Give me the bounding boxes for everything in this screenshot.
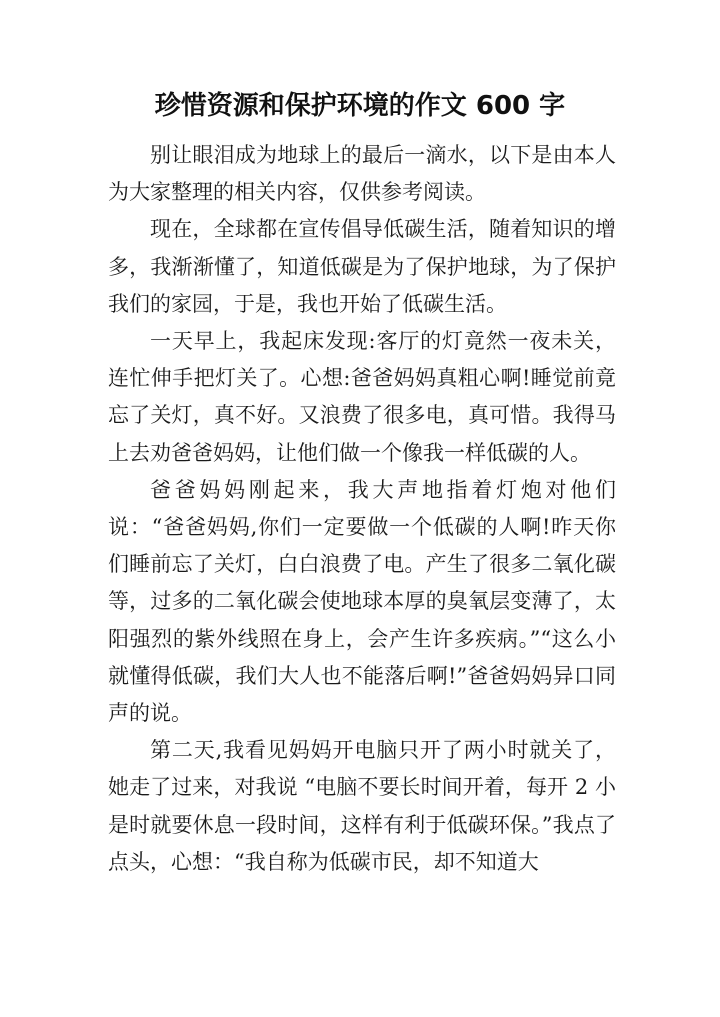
paragraph-talk-to-parents: 爸爸妈妈刚起来，我大声地指着灯炮对他们说：“爸爸妈妈,你们一定要做一个低碳的人啊!昨天你们睡前忘了关灯，白白浪费了电。产生了很多二氧化碳等，过多的二氧化碳会使地球本厚的臭氧层变薄了，太阳强烈的紫外线照在身上，会产生许多疾病。”“这么小就懂得低碳，我们大人也不能落后啊!”爸爸妈妈异口同声的说。 [108,477,616,726]
paragraph-intro: 别让眼泪成为地球上的最后一滴水，以下是由本人为大家整理的相关内容，仅供参考阅读。 [108,143,616,205]
paragraph-light-left-on: 一天早上，我起床发现:客厅的灯竟然一夜未关，连忙伸手把灯关了。心想:爸爸妈妈真粗心啊!睡觉前竟忘了关灯，真不好。又浪费了很多电，真可惜。我得马上去劝爸爸妈妈，让他们做一个像我一样低碳的人。 [108,329,616,465]
paragraph-low-carbon-life: 现在，全球都在宣传倡导低碳生活，随着知识的增多，我渐渐懂了，知道低碳是为了保护地球，为了保护我们的家园，于是，我也开始了低碳生活。 [108,217,616,316]
document-body [108,137,616,881]
paragraph-second-day: 第二天,我看见妈妈开电脑只开了两小时就关了，她走了过来，对我说 “电脑不要长时间开着，每开 2 小是时就要休息一段时间，这样有利于低碳环保。”我点了点头，心想：“我自称为低碳市民，却不知道大 [108,738,616,874]
document-title: 珍惜资源和保护环境的作文 600 字 [154,91,566,121]
